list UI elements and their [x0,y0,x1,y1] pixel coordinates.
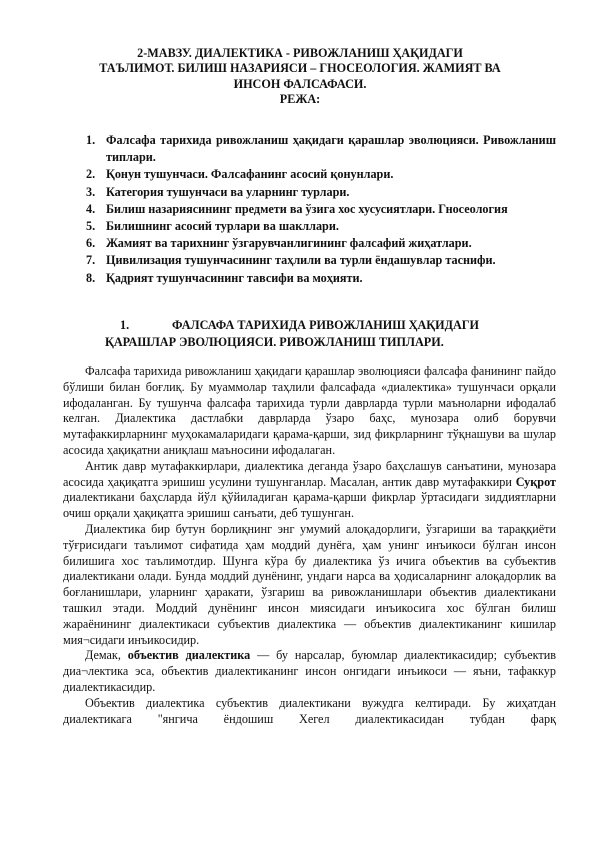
plan-item-number: 5. [86,219,96,234]
plan-item-text: Билишнинг асосий турлари ва шакллари. [106,219,339,234]
plan-item-text: Қонун тушунчаси. Фалсафанинг асосий қонунлари. [106,167,394,182]
paragraph-text: Антик давр мутафаккирлари, диалектика деганда ўзаро баҳслашув санъатини, мунозара асосида ҳақиқатга эришиш усулини тушунганлар. Масалан, антик давр мутафаккири [63,458,556,489]
plan-list [86,132,556,287]
section-number: 1. [120,318,130,332]
topic-title [40,46,560,108]
title-line-1: 2-МАВЗУ. ДИАЛЕКТИКА - РИВОЖЛАНИШ ҲАҚИДАГИ [137,46,463,60]
body-text [63,364,556,727]
paragraph: Объектив диалектика субъектив диалектикани вужудга келтиради. Бу жиҳатдан диалектикага "янгича ёндошиш Хегел диалектикасидан тубдан фарқ [63,695,556,726]
paragraph [63,648,556,695]
plan-item [86,252,556,269]
plan-item-number: 1. [86,133,96,147]
plan-item-number: 6. [86,236,96,251]
paragraph-text: диалектикани баҳсларда йўл қўйиладиган қарама-қарши фикрлар ўртасидаги зиддиятларни очиш орқали ҳақиқатга эришиш санъати, деб тушунган. [63,490,556,521]
paragraph-text: — бу нарсалар, буюмлар диалектикасидир; субъектив диа¬лектика эса, объектив диалектиканинг инсон онгидаги инъикоси — яъни, тафаккур диалектикасидир. [63,648,556,694]
paragraph: Фалсафа тарихида ривожланиш ҳақидаги қарашлар эволюцияси фалсафа фанининг пайдо бўлиши билан боғлиқ. Бу муаммолар таҳлили фалсафада «диалектика» тушунчаси орқали ифодаланган. Бу тушунча фалсафа тарихида турли даврларда турли маъноларни ифодалаб келган. Диалектика дастлабки даврларда ўзаро баҳс, мунозара олиб борувчи мутафаккирларнинг муҳокамаларидаги қарама-қарши, зид фикрларнинг тўқнашуви ва шулар асосида ҳақиқатни аниқлаш маъносини ифодалаган. [63,364,556,457]
plan-item-text: Жамият ва тарихнинг ўзгарувчанлигининг фалсафий жиҳатлари. [106,236,472,251]
plan-item-text: Категория тушунчаси ва уларнинг турлари. [106,184,350,199]
plan-item-number: 7. [86,253,96,268]
plan-item [86,270,556,287]
paragraph: Диалектика бир бутун борлиқнинг энг умумий алоқадорлиги, ўзгариши ва тараққиёти тўғрисидаги таълимот сифатида ҳам моддий дунёга, ҳам унинг инъикоси бўлган инсон билишига хос таълимотдир. Шунга кўра бу диалектика ўз ичига объектив ва субъектив диалектикани олади. Бунда моддий дунёнинг, ундаги нарса ва ҳодисаларнинг алоқадорлик ва боғланишлари, уларнинг ҳаракати, ўзгариш ва ривожланишлари объектив диалектикани ташкил этади. Моддий дунёнинг инсон миясидаги инъикосига хос бўлган билиш жараёнининг диалектикаси субъектив диалектика — объектив диалектиканинг кишилар мия¬сидаги инъикосидир. [63,521,556,647]
plan-item-number: 4. [86,201,96,216]
section-title-line-2: ҚАРАШЛАР ЭВОЛЮЦИЯСИ. РИВОЖЛАНИШ ТИПЛАРИ. [105,335,444,349]
section-heading [95,317,555,351]
paragraph [63,459,556,522]
plan-item [86,201,556,218]
plan-item-text: Фалсафа тарихида ривожланиш ҳақидаги қарашлар эволюцияси. Ривожланиш типлари. [106,133,556,165]
plan-item [86,218,556,235]
plan-item [86,184,556,201]
title-line-3: ИНСОН ФАЛСАФАСИ. [233,76,367,91]
plan-item-number: 3. [86,184,96,199]
paragraph-text: Демак, [85,648,128,663]
plan-item-text: Қадрият тушунчасининг тавсифи ва моҳияти. [106,270,363,285]
plan-item-text: Билиш назариясининг предмети ва ўзига хос хусусиятлари. Гносеология [106,201,508,216]
plan-item-number: 8. [86,270,96,285]
plan-item-text: Цивилизация тушунчасининг таҳлили ва турли ёндашувлар таснифи. [106,253,496,268]
plan-item [86,132,556,166]
emphasis-objective-dialectics: объектив диалектика [127,648,251,663]
section-title-line-1: ФАЛСАФА ТАРИХИДА РИВОЖЛАНИШ ҲАҚИДАГИ [172,318,480,332]
plan-item-number: 2. [86,167,96,182]
plan-item [86,166,556,183]
emphasis-socrates: Суқрот [515,474,556,489]
plan-item [86,235,556,252]
title-line-2: ТАЪЛИМОТ. БИЛИШ НАЗАРИЯСИ – ГНОСЕОЛОГИЯ. ЖАМИЯТ ВА [99,61,501,76]
plan-heading: РЕЖА: [279,92,321,107]
